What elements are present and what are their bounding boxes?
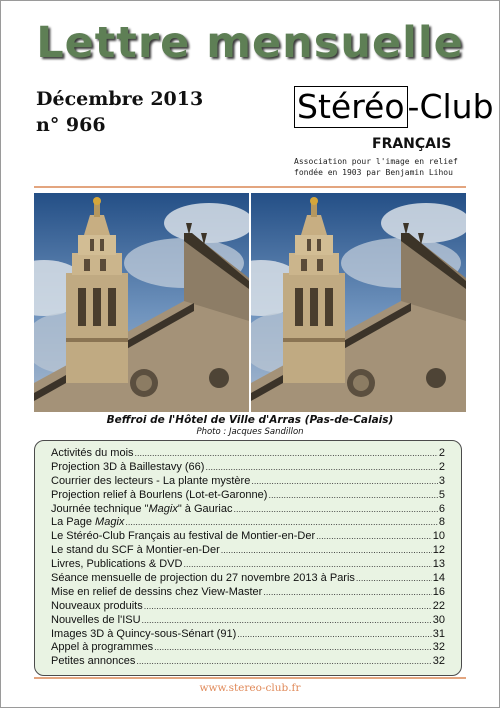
toc-item[interactable] (51, 475, 445, 489)
toc-item-page: 2 (438, 460, 445, 473)
toc-item-label: Images 3D à Quincy-sous-Sénart (91) (51, 627, 237, 640)
photo-caption: Beffroi de l'Hôtel de Ville d'Arras (Pas-de-Calais) (106, 414, 394, 426)
toc-item-label: Le Stéréo-Club Français au festival de Montier-en-Der (51, 530, 316, 543)
toc-item-label: La Page Magix (51, 516, 125, 529)
toc-dot-leader (221, 545, 432, 555)
toc-item-page: 10 (432, 530, 445, 543)
toc-dot-leader (263, 587, 431, 597)
stereo-photo-right (251, 193, 466, 412)
toc-dot-leader (233, 504, 437, 514)
logo-dash: - (407, 87, 420, 126)
toc-item[interactable] (51, 544, 445, 558)
toc-item[interactable] (51, 655, 445, 669)
toc-dot-leader (237, 629, 432, 639)
tagline-line-2: fondée en 1903 par Benjamin Lihou (294, 168, 453, 177)
toc-item-page: 14 (432, 572, 445, 585)
toc-item-page: 8 (438, 516, 445, 529)
toc-item-page: 6 (438, 502, 445, 515)
toc-item-label: Mise en relief de dessins chez View-Master (51, 585, 263, 598)
toc-dot-leader (136, 656, 431, 666)
photo-credit: Photo : Jacques Sandillon (196, 427, 304, 437)
toc-item[interactable] (51, 600, 445, 614)
toc-dot-leader (144, 601, 432, 611)
toc-dot-leader (154, 642, 432, 652)
logo-subtitle: FRANÇAIS (372, 136, 452, 152)
toc-item[interactable] (51, 641, 445, 655)
toc-dot-leader (135, 448, 438, 458)
toc-item-label: Projection relief à Bourlens (Lot-et-Garonne) (51, 488, 268, 501)
toc-dot-leader (125, 517, 437, 527)
toc-item-label: Livres, Publications & DVD (51, 558, 183, 571)
toc-item[interactable] (51, 614, 445, 628)
toc-item[interactable] (51, 447, 445, 461)
table-of-contents (34, 440, 462, 676)
toc-item-label: Nouvelles de l'ISU (51, 613, 141, 626)
toc-item-page: 32 (432, 655, 445, 668)
toc-dot-leader (142, 615, 432, 625)
toc-item-page: 30 (432, 613, 445, 626)
toc-item[interactable] (51, 530, 445, 544)
association-tagline (294, 156, 466, 178)
toc-item[interactable] (51, 628, 445, 642)
top-rule (34, 186, 466, 188)
toc-item-label: Nouveaux produits (51, 599, 143, 612)
toc-item-page: 31 (432, 627, 445, 640)
toc-item-label: Projection 3D à Baillestavy (66) (51, 460, 205, 473)
newsletter-title: Lettre mensuelle (36, 18, 464, 68)
toc-item-page: 16 (432, 585, 445, 598)
toc-dot-leader (251, 476, 438, 486)
toc-item-label: Appel à programmes (51, 641, 154, 654)
toc-item-page: 3 (438, 474, 445, 487)
toc-item-label: Journée technique "Magix" à Gauriac (51, 502, 233, 515)
toc-dot-leader (316, 531, 432, 541)
toc-item-page: 2 (438, 447, 445, 459)
logo-boxed-name: Stéréo (294, 86, 408, 128)
toc-dot-leader (183, 559, 431, 569)
stereo-club-logo (294, 84, 494, 130)
toc-item-label: Courrier des lecteurs - La plante mystère (51, 474, 251, 487)
toc-item[interactable] (51, 572, 445, 586)
toc-item[interactable] (51, 461, 445, 475)
toc-item-label: Activités du mois (51, 447, 134, 459)
issue-date: Décembre 2013 (36, 88, 204, 110)
toc-item[interactable] (51, 516, 445, 530)
toc-item-label: Séance mensuelle de projection du 27 novembre 2013 à Paris (51, 572, 355, 585)
toc-item[interactable] (51, 489, 445, 503)
toc-item-page: 13 (432, 558, 445, 571)
toc-item-label: Petites annonces (51, 655, 136, 668)
toc-item[interactable] (51, 503, 445, 517)
toc-item-page: 12 (432, 544, 445, 557)
toc-item-page: 22 (432, 599, 445, 612)
toc-dot-leader (356, 573, 432, 583)
website-link[interactable]: www.stereo-club.fr (199, 682, 301, 694)
toc-dot-leader (205, 462, 437, 472)
toc-item-page: 5 (438, 488, 445, 501)
toc-item[interactable] (51, 558, 445, 572)
stereo-photo-left (34, 193, 249, 412)
toc-item-page: 32 (432, 641, 445, 654)
toc-item[interactable] (51, 586, 445, 600)
logo-club: Club (419, 87, 494, 126)
bottom-rule (34, 677, 466, 679)
toc-item-label: Le stand du SCF à Montier-en-Der (51, 544, 220, 557)
issue-number: n° 966 (36, 114, 106, 136)
toc-dot-leader (268, 490, 437, 500)
tagline-line-1: Association pour l'image en relief (294, 157, 458, 166)
